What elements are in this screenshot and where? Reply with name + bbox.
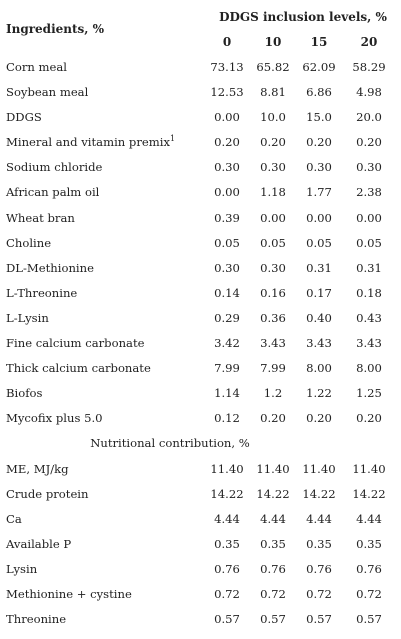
value-cell: 0.30 xyxy=(306,160,332,175)
value-cell: 58.29 xyxy=(352,60,386,74)
row-label xyxy=(6,233,51,253)
value-cell: 0.20 xyxy=(306,135,332,150)
table-row xyxy=(0,509,401,534)
value-cell: 0.20 xyxy=(260,411,286,426)
value-cell: 14.22 xyxy=(302,486,336,501)
value-cell: 1.25 xyxy=(356,386,382,401)
value-cell: 0.20 xyxy=(260,135,286,150)
table-row xyxy=(0,208,401,233)
row-label-text: Mineral and vitamin premix xyxy=(6,135,170,150)
value-cell: 0.72 xyxy=(214,586,240,601)
row-label-text: L-Lysin xyxy=(6,310,49,325)
value-cell: 0.76 xyxy=(356,561,382,576)
row-label-text: African palm oil xyxy=(6,185,100,200)
value-cell: 0.00 xyxy=(260,210,286,225)
value-cell: 0.57 xyxy=(214,612,240,627)
value-cell: 3.43 xyxy=(356,336,382,351)
value-cell: 14.22 xyxy=(210,486,244,501)
value-cell: 4.44 xyxy=(356,511,382,526)
row-label-text: Threonine xyxy=(6,612,67,627)
value-cell: 0.72 xyxy=(260,586,286,601)
value-cell: 0.30 xyxy=(214,160,240,175)
value-cell: 0.72 xyxy=(306,586,332,601)
value-cell: 0.30 xyxy=(260,260,286,275)
value-cell: 4.98 xyxy=(356,85,382,100)
row-label xyxy=(6,308,49,328)
row-label xyxy=(6,459,69,479)
table-body xyxy=(0,57,401,634)
value-cell: 0.72 xyxy=(356,586,382,601)
row-label xyxy=(6,559,37,579)
value-cell: 0.31 xyxy=(306,260,332,275)
value-cell: 4.44 xyxy=(260,511,286,526)
value-cell: 0.30 xyxy=(356,160,382,175)
value-cell: 73.13 xyxy=(210,60,244,74)
row-label-text: Mycofix plus 5.0 xyxy=(6,411,103,426)
value-cell: 0.16 xyxy=(260,285,286,300)
nutrition-section-heading xyxy=(0,433,401,458)
row-label xyxy=(6,509,22,529)
value-cell: 0.18 xyxy=(356,285,382,300)
table-row xyxy=(0,358,401,383)
row-label-text: Thick calcium carbonate xyxy=(6,361,151,376)
value-cell: 11.40 xyxy=(302,461,336,476)
row-label xyxy=(6,584,132,604)
table-row xyxy=(0,484,401,509)
row-label xyxy=(6,82,88,102)
value-cell: 15.0 xyxy=(306,110,332,125)
value-cell: 8.00 xyxy=(356,361,382,376)
value-cell: 0.20 xyxy=(356,135,382,150)
section-label: Nutritional contribution, % xyxy=(90,436,250,451)
table-row xyxy=(0,609,401,634)
value-cell: 0.35 xyxy=(356,536,382,551)
value-cell: 7.99 xyxy=(260,361,286,376)
table-row xyxy=(0,107,401,132)
value-cell: 0.05 xyxy=(356,235,382,250)
level-20-header: 20 xyxy=(360,35,378,49)
value-cell: 0.12 xyxy=(214,411,240,426)
value-cell: 1.14 xyxy=(214,386,240,401)
levels-header-row xyxy=(0,35,401,51)
row-label xyxy=(6,534,71,554)
row-label-text: Methionine + cystine xyxy=(6,586,132,601)
value-cell: 12.53 xyxy=(210,85,244,100)
value-cell: 6.86 xyxy=(306,85,332,100)
value-cell: 0.31 xyxy=(356,260,382,275)
row-label-text: Ca xyxy=(6,511,22,526)
value-cell: 62.09 xyxy=(302,60,336,74)
value-cell: 0.40 xyxy=(306,310,332,325)
row-label xyxy=(6,132,175,152)
row-label-text: ME, MJ/kg xyxy=(6,461,69,476)
row-label xyxy=(6,182,99,202)
table-row xyxy=(0,57,401,82)
row-label xyxy=(6,609,66,629)
table-row xyxy=(0,82,401,107)
value-cell: 0.14 xyxy=(214,285,240,300)
value-cell: 11.40 xyxy=(210,461,244,476)
level-15-header: 15 xyxy=(310,35,328,49)
table-row xyxy=(0,258,401,283)
value-cell: 11.40 xyxy=(352,461,386,476)
row-label-text: Available P xyxy=(6,536,72,551)
table-row xyxy=(0,408,401,433)
value-cell: 0.43 xyxy=(356,310,382,325)
row-label xyxy=(6,57,67,77)
value-cell: 0.00 xyxy=(306,210,332,225)
value-cell: 4.44 xyxy=(214,511,240,526)
ingredients-header: Ingredients, % xyxy=(6,22,105,36)
row-label xyxy=(6,107,42,127)
value-cell: 0.05 xyxy=(306,235,332,250)
value-cell: 0.76 xyxy=(260,561,286,576)
value-cell: 0.35 xyxy=(306,536,332,551)
row-label-text: Biofos xyxy=(6,386,43,401)
table-row xyxy=(0,283,401,308)
row-label-text: Corn meal xyxy=(6,60,68,74)
table-row xyxy=(0,308,401,333)
row-label-text: Choline xyxy=(6,235,52,250)
value-cell: 0.39 xyxy=(214,210,240,225)
table-row xyxy=(0,182,401,207)
value-cell: 0.05 xyxy=(260,235,286,250)
level-0-header: 0 xyxy=(222,35,232,49)
row-label xyxy=(6,283,77,303)
footnote-marker: 1 xyxy=(170,134,176,144)
value-cell: 0.17 xyxy=(306,285,332,300)
row-label-text: DL-Methionine xyxy=(6,260,94,275)
row-label-text: Crude protein xyxy=(6,486,89,501)
value-cell: 11.40 xyxy=(256,461,290,476)
row-label-text: Sodium chloride xyxy=(6,160,103,175)
table-row xyxy=(0,383,401,408)
value-cell: 1.18 xyxy=(260,185,286,200)
value-cell: 0.35 xyxy=(260,536,286,551)
value-cell: 0.20 xyxy=(356,411,382,426)
row-label-text: Fine calcium carbonate xyxy=(6,336,145,351)
table-row xyxy=(0,333,401,358)
value-cell: 14.22 xyxy=(352,486,386,501)
value-cell: 8.00 xyxy=(306,361,332,376)
value-cell: 0.57 xyxy=(260,612,286,627)
value-cell: 10.0 xyxy=(260,110,286,125)
value-cell: 3.43 xyxy=(260,336,286,351)
row-label-text: L-Threonine xyxy=(6,285,78,300)
value-cell: 2.38 xyxy=(356,185,382,200)
value-cell: 8.81 xyxy=(260,85,286,100)
row-label-text: Lysin xyxy=(6,561,38,576)
value-cell: 0.00 xyxy=(214,110,240,125)
row-label xyxy=(6,333,144,353)
value-cell: 0.20 xyxy=(214,135,240,150)
row-label xyxy=(6,358,151,378)
row-label-text: Wheat bran xyxy=(6,210,75,225)
value-cell: 0.30 xyxy=(260,160,286,175)
value-cell: 0.29 xyxy=(214,310,240,325)
value-cell: 1.77 xyxy=(306,185,332,200)
table-row xyxy=(0,459,401,484)
value-cell: 0.36 xyxy=(260,310,286,325)
row-label xyxy=(6,484,89,504)
value-cell: 0.00 xyxy=(356,210,382,225)
value-cell: 4.44 xyxy=(306,511,332,526)
value-cell: 0.05 xyxy=(214,235,240,250)
row-label xyxy=(6,157,102,177)
value-cell: 0.00 xyxy=(214,185,240,200)
row-label xyxy=(6,258,94,278)
value-cell: 1.22 xyxy=(306,386,332,401)
value-cell: 0.57 xyxy=(356,612,382,627)
row-label-text: DDGS xyxy=(6,110,42,125)
value-cell: 14.22 xyxy=(256,486,290,501)
value-cell: 7.99 xyxy=(214,361,240,376)
table-row xyxy=(0,157,401,182)
value-cell: 0.76 xyxy=(306,561,332,576)
ddgs-levels-header: DDGS inclusion levels, % xyxy=(219,10,387,24)
row-label xyxy=(6,208,75,228)
row-label xyxy=(6,383,42,403)
table-row xyxy=(0,534,401,559)
value-cell: 3.42 xyxy=(214,336,240,351)
row-label-text: Soybean meal xyxy=(6,85,89,100)
value-cell: 1.2 xyxy=(263,386,283,401)
value-cell: 0.30 xyxy=(214,260,240,275)
row-label xyxy=(6,408,103,428)
level-10-header: 10 xyxy=(264,35,282,49)
table-row xyxy=(0,584,401,609)
value-cell: 0.76 xyxy=(214,561,240,576)
value-cell: 65.82 xyxy=(256,60,290,74)
value-cell: 0.57 xyxy=(306,612,332,627)
value-cell: 0.35 xyxy=(214,536,240,551)
table-row xyxy=(0,132,401,157)
value-cell: 3.43 xyxy=(306,336,332,351)
table-row xyxy=(0,559,401,584)
value-cell: 0.20 xyxy=(306,411,332,426)
table-row xyxy=(0,233,401,258)
value-cell: 20.0 xyxy=(356,110,382,125)
